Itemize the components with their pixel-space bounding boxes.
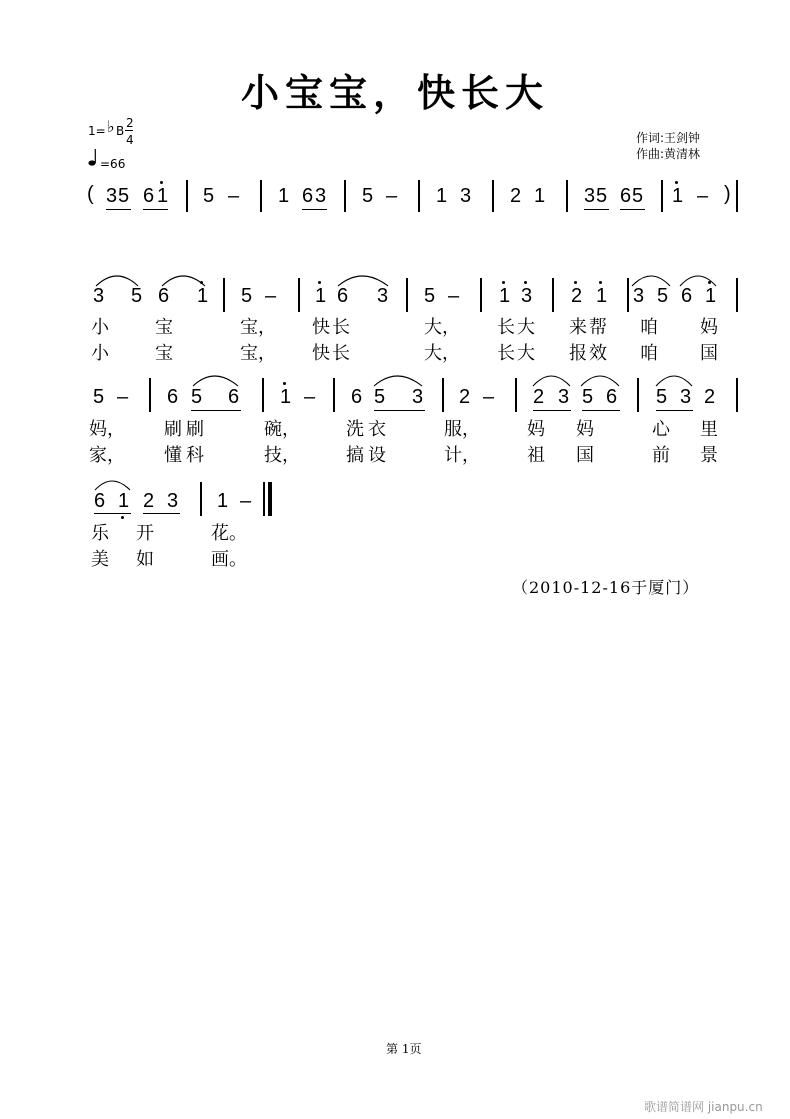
barline [566,180,568,212]
note: 5 [374,386,386,408]
lyric: 妈 [700,317,718,338]
note: 6 [606,386,618,408]
slur [374,376,422,386]
lyric: 家， [89,445,125,466]
note: 1 [197,285,209,307]
note: 6 [228,386,240,408]
note: 5 [191,386,203,408]
note: 1 [278,185,290,207]
note: 5 [131,285,143,307]
lyric: 报效 [569,343,609,364]
lyric: 前 [652,445,670,466]
barline [149,378,151,412]
slur [656,376,692,386]
note: 5 [118,185,130,207]
underline [582,410,620,411]
underline [143,513,180,514]
note: 3 [106,185,118,207]
note: 5 [362,185,374,207]
barline [186,180,188,212]
barline [262,378,264,412]
lyric: 宝， [240,317,276,338]
barline [736,278,738,312]
note: 1 [280,386,292,408]
lyricist-credit: 作词:王剑钟 [636,131,701,145]
lyric: 长大 [497,317,537,338]
lyric: 景 [700,445,718,466]
slur [95,481,130,490]
note: 6 [158,285,170,307]
underline [106,209,131,210]
barline [515,378,517,412]
underline [533,410,571,411]
slur [581,376,619,386]
lyric: 来帮 [569,317,609,338]
note-dash: – [265,285,277,307]
lyric: 妈 [576,419,594,440]
lyric: 大， [424,317,460,338]
note: 5 [657,285,669,307]
underline [620,209,645,210]
note-dash: – [483,386,495,408]
note: 5 [203,185,215,207]
note: 2 [459,386,471,408]
barline [344,180,346,212]
time-signature-bottom: 4 [126,133,134,147]
note-dash: – [117,386,129,408]
lyric: 小 [91,343,109,364]
barline [661,180,663,212]
note: 6 [681,285,693,307]
lyric: 计， [444,445,480,466]
lyric: 洗衣 [346,419,390,440]
note: 3 [633,285,645,307]
final-barline-thin [263,482,265,516]
lyric: 妈， [89,419,125,440]
lyric: 妈 [527,419,545,440]
note: 6 [94,490,106,512]
note: 1 [217,490,229,512]
lyric: 开 [136,523,154,544]
barline [480,278,482,312]
note: 5 [632,185,644,207]
lyric: 咱 [640,343,658,364]
lyric: 国 [576,445,594,466]
underline [94,513,131,514]
lyric: 国 [700,343,718,364]
lyric: 乐 [91,523,109,544]
note: 1 [672,185,684,207]
note: 5 [424,285,436,307]
slur [533,376,570,386]
note: 5 [656,386,668,408]
low-octave-dot [121,516,124,519]
lyric: 美 [91,549,109,570]
barline [200,482,202,516]
octave-dot [283,382,286,385]
note: 3 [558,386,570,408]
octave-dot [502,281,505,284]
note-dash: – [228,185,240,207]
tempo-value: =66 [100,157,126,171]
note: 6 [167,386,179,408]
barline [736,180,738,212]
note: 3 [377,285,389,307]
lyric: 咱 [640,317,658,338]
lyric: 宝 [155,343,173,364]
lyric: 懂科 [164,445,208,466]
lyric: 里 [700,419,718,440]
underline [656,410,693,411]
note: 1 [534,185,546,207]
lyric: 快长 [312,343,352,364]
note: 3 [680,386,692,408]
barline [637,378,639,412]
lyric: 碗， [264,419,300,440]
note: 5 [241,285,253,307]
lyric: 技， [264,445,300,466]
note: 2 [510,185,522,207]
note: 1 [157,185,169,207]
note: 3 [315,185,327,207]
lyric: 服， [444,419,480,440]
note: 6 [351,386,363,408]
octave-dot [599,281,602,284]
note: 1 [118,490,130,512]
note: 6 [337,285,349,307]
note: 3 [521,285,533,307]
barline [406,278,408,312]
lyric: 祖 [527,445,545,466]
barline [736,378,738,412]
song-title: 小宝宝，快长大 [240,71,549,115]
underline [302,209,327,210]
time-signature-top: 2 [126,116,134,130]
lyric: 大， [424,343,460,364]
lyric: 小 [91,317,109,338]
note-dash: – [448,285,460,307]
barline [223,278,225,312]
final-barline-thick [268,482,272,516]
octave-dot [318,281,321,284]
key-flat: ♭ [107,117,115,136]
barline [442,378,444,412]
underline [584,209,609,210]
lyric: 搞设 [346,445,390,466]
note-dash: – [304,386,316,408]
barline [627,278,629,312]
note-dash: – [697,185,709,207]
barline [260,180,262,212]
lyric: 宝 [155,317,173,338]
lyric: 长大 [497,343,537,364]
note: 5 [596,185,608,207]
note-dash: – [386,185,398,207]
note: 3 [460,185,472,207]
octave-dot [675,181,678,184]
note: 1 [499,285,511,307]
note: 1 [315,285,327,307]
barline [298,278,300,312]
octave-dot [160,181,163,184]
underline [143,209,168,210]
barline [552,278,554,312]
key-prefix: 1= [88,124,106,138]
slur [193,376,238,386]
note: 2 [533,386,545,408]
underline [191,410,241,411]
intro-close-paren: ) [724,183,731,205]
lyric: 心 [652,419,670,440]
octave-dot [708,281,711,284]
key-note: B [116,124,125,138]
lyric: 画。 [211,549,247,570]
note: 5 [582,386,594,408]
octave-dot [524,281,527,284]
note: 6 [620,185,632,207]
lyric: 花。 [211,523,247,544]
note: 3 [584,185,596,207]
note: 2 [571,285,583,307]
octave-dot [200,281,203,284]
note: 1 [596,285,608,307]
lyric: 刷刷 [164,419,208,440]
note: 6 [143,185,155,207]
note: 3 [167,490,179,512]
note: 5 [93,386,105,408]
note: 2 [143,490,155,512]
note: 1 [705,285,717,307]
barline [333,378,335,412]
intro-open-paren: ( [87,183,94,205]
barline [418,180,420,212]
octave-dot [574,281,577,284]
lyric: 如 [136,549,154,570]
barline [492,180,494,212]
note: 3 [93,285,105,307]
page-number: 第 1页 [386,1042,422,1056]
note: 3 [412,386,424,408]
lyric: 快长 [312,317,352,338]
lyric: 宝， [240,343,276,364]
composition-date: （2010-12-16于厦门） [512,578,700,597]
watermark: 歌谱简谱网 jianpu.cn [644,1100,763,1114]
note-dash: – [240,490,252,512]
underline [374,410,425,411]
note: 1 [436,185,448,207]
note: 2 [704,386,716,408]
note: 6 [302,185,314,207]
composer-credit: 作曲:黄清林 [636,147,701,161]
